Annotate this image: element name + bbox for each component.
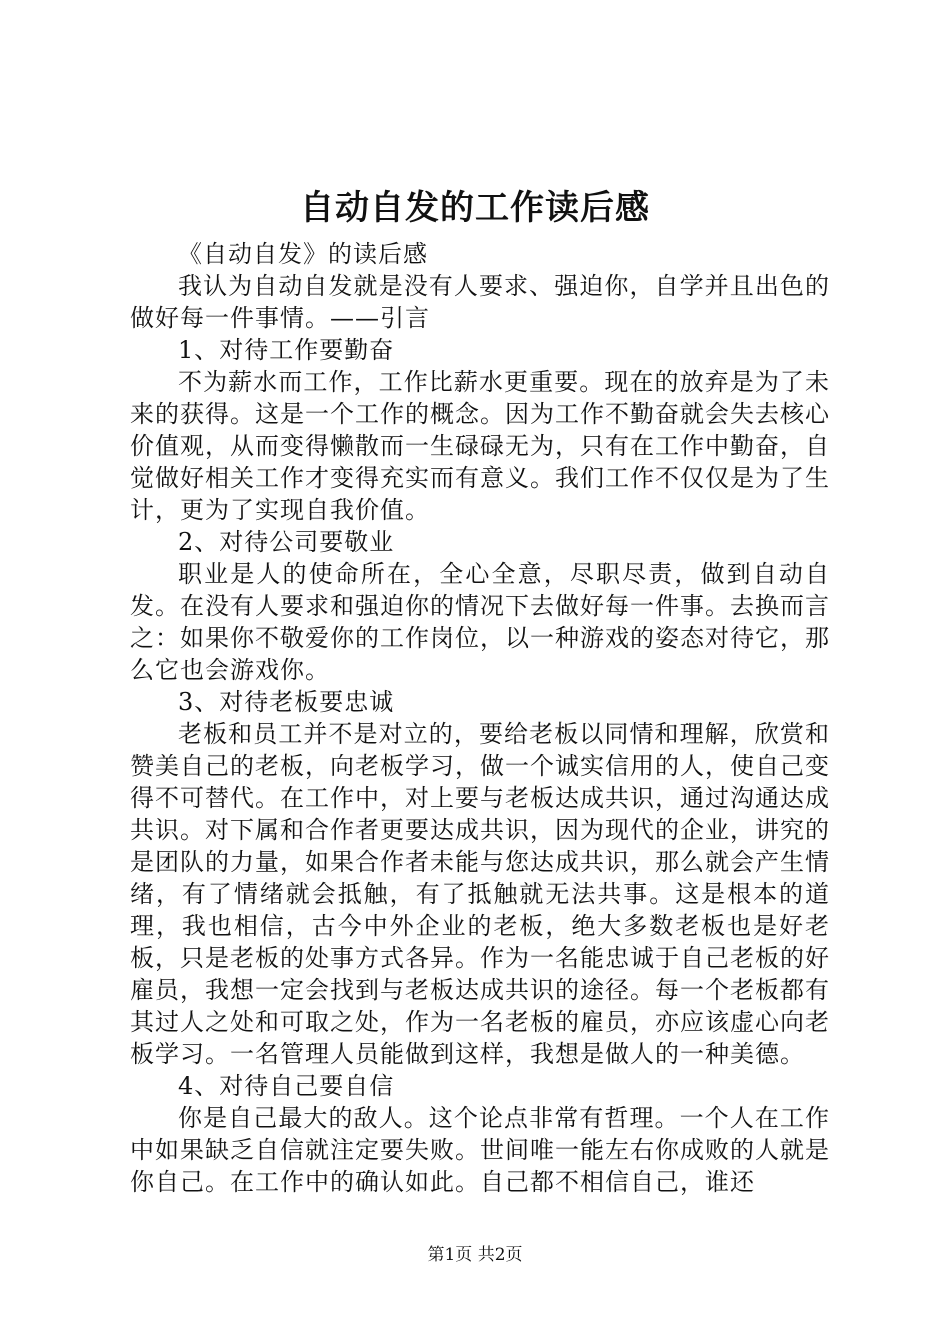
paragraph-section-2: 职业是人的使命所在，全心全意，尽职尽责，做到自动自发。在没有人要求和强迫你的情况下去做好每一件事。去换而言之：如果你不敬爱你的工作岗位，以一种游戏的姿态对待它，那么它也会游戏你。 [130, 560, 830, 684]
page-number-footer: 第1页 共2页 [427, 1245, 523, 1265]
section-heading-2: 2、对待公司要敬业 [178, 528, 395, 556]
document-body [130, 238, 830, 1198]
paragraph-section-4: 你是自己最大的敌人。这个论点非常有哲理。一个人在工作中如果缺乏自信就注定要失败。世间唯一能左右你成败的人就是你自己。在工作中的确认如此。自己都不相信自己，谁还 [130, 1104, 830, 1196]
section-heading-4: 4、对待自己要自信 [178, 1072, 395, 1100]
section-heading-3: 3、对待老板要忠诚 [178, 688, 395, 716]
paragraph-section-1: 不为薪水而工作，工作比薪水更重要。现在的放弃是为了未来的获得。这是一个工作的概念。因为工作不勤奋就会失去核心价值观，从而变得懒散而一生碌碌无为，只有在工作中勤奋，自觉做好相关工作才变得充实而有意义。我们工作不仅仅是为了生计，更为了实现自我价值。 [130, 368, 830, 524]
paragraph-intro: 我认为自动自发就是没有人要求、强迫你，自学并且出色的做好每一件事情。——引言 [130, 272, 830, 332]
paragraph-section-3: 老板和员工并不是对立的，要给老板以同情和理解，欣赏和赞美自己的老板，向老板学习，做一个诚实信用的人，使自己变得不可替代。在工作中，对上要与老板达成共识，通过沟通达成共识。对下属和合作者更要达成共识，因为现代的企业，讲究的是团队的力量，如果合作者未能与您达成共识，那么就会产生情绪，有了情绪就会抵触，有了抵触就无法共事。这是根本的道理，我也相信，古今中外企业的老板，绝大多数老板也是好老板，只是老板的处事方式各异。作为一名能忠诚于自己老板的好雇员，我想一定会找到与老板达成共识的途径。每一个老板都有其过人之处和可取之处，作为一名老板的雇员，亦应该虚心向老板学习。一名管理人员能做到这样，我想是做人的一种美德。 [130, 720, 830, 1068]
section-heading-1: 1、对待工作要勤奋 [178, 336, 395, 364]
document-title: 自动自发的工作读后感 [300, 188, 650, 228]
paragraph-subtitle: 《自动自发》的读后感 [178, 240, 428, 268]
